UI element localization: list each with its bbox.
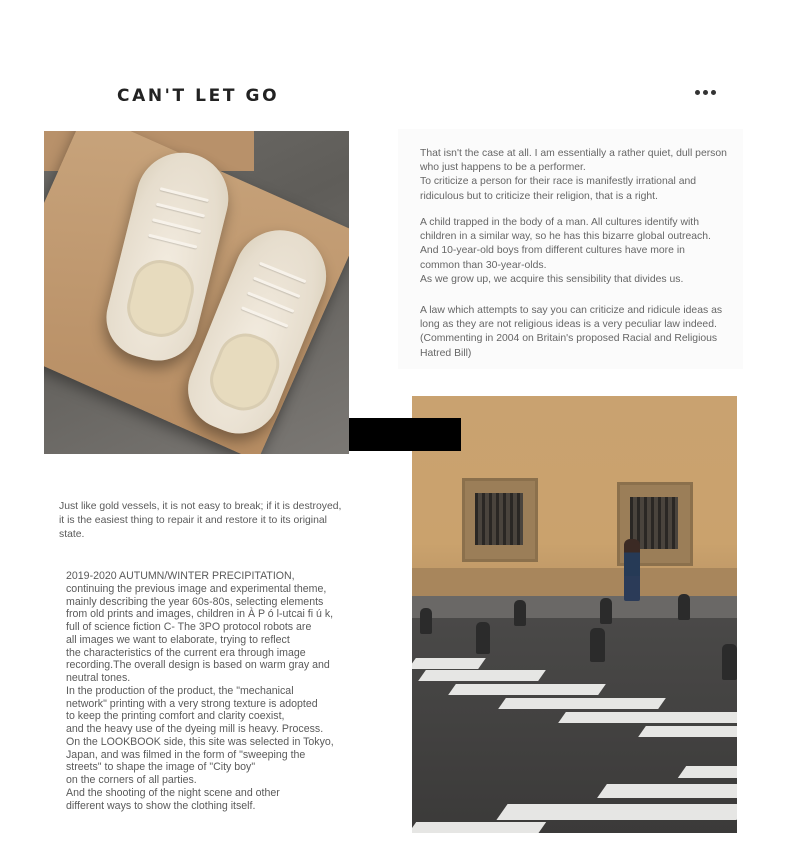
crosswalk-stripe: [448, 684, 606, 695]
collection-description: 2019-2020 AUTUMN/WINTER PRECIPITATION, continuing the previous image and experimental theme, mainly describing the year 60s-80s, selecting elements from old prints and images, children in À P ó l-utcai fi ú k, full of science fiction C- The 3PO protocol robots are all images we want to elaborate, trying to reflect the characteristics of the current era through image recording.The overall design is based on warm gray and neutral tones. In the production of the product, the "mechanical network" printing with a very strong texture is adopted to keep the printing comfort and clarity coexist, and the heavy use of the dyeing mill is heavy. Process. On the LOOKBOOK side, this site was selected in Tokyo, Japan, and was filmed in the form of "sweeping the streets" to shape the image of "City boy" on the corners of all parties. And the shooting of the night scene and other different ways to show the clothing itself.: [66, 570, 334, 812]
crosswalk-stripe: [678, 766, 737, 778]
crosswalk-stripe: [412, 822, 546, 833]
lace: [160, 187, 209, 202]
wall-base: [412, 568, 737, 598]
lace: [156, 203, 205, 218]
bollard: [722, 644, 737, 680]
more-dots-icon[interactable]: [690, 82, 720, 102]
crosswalk-stripe: [597, 784, 737, 798]
bollard: [514, 600, 526, 626]
window-grill: [475, 493, 523, 545]
crosswalk-stripe: [412, 658, 486, 669]
crosswalk-stripe: [498, 698, 666, 709]
lace: [241, 306, 288, 328]
short-quote: Just like gold vessels, it is not easy to break; if it is destroyed, it is the easiest thing to repair it and restore it to its original state.: [59, 501, 342, 541]
lace: [259, 262, 306, 284]
page-title: CAN'T LET GO: [117, 86, 280, 106]
quote-paragraph-2: A child trapped in the body of a man. All cultures identify with children in a similar way, so he has this bizarre global outreach. And 10-year-old boys from different cultures have more in common than 30-year-olds. As we grow up, we acquire this sensibility that divides us.: [420, 217, 711, 285]
lace: [253, 277, 300, 299]
barred-window: [462, 478, 538, 562]
dot: [711, 90, 716, 95]
bollard: [600, 598, 612, 624]
shoe-opening: [121, 254, 200, 343]
crosswalk-stripe: [558, 712, 737, 723]
lace: [148, 234, 197, 249]
bollard: [590, 628, 605, 662]
black-bar: [349, 418, 461, 451]
shoe-opening: [202, 325, 288, 419]
street-photo: [412, 396, 737, 833]
crosswalk-stripe: [418, 670, 546, 681]
dot: [695, 90, 700, 95]
sneakers-photo: [44, 131, 349, 454]
dot: [703, 90, 708, 95]
quote-paragraph-1: That isn't the case at all. I am essentially a rather quiet, dull person who just happens to be a performer. To criticize a person for their race is manifestly irrational and ridiculous but to criticize their religion, that is a right.: [420, 148, 727, 202]
bollard: [420, 608, 432, 634]
crosswalk-stripe: [496, 804, 737, 820]
crosswalk-stripe: [638, 726, 737, 737]
lace: [152, 218, 201, 233]
lace: [247, 291, 294, 313]
bollard: [678, 594, 690, 620]
bollard: [476, 622, 490, 654]
walking-person: [624, 539, 640, 601]
quote-paragraph-3: A law which attempts to say you can criticize and ridicule ideas as long as they are not religious ideas is a very peculiar law indeed. (Commenting in 2004 on Britain's proposed Racial and Religious Hatred Bill): [420, 305, 723, 359]
